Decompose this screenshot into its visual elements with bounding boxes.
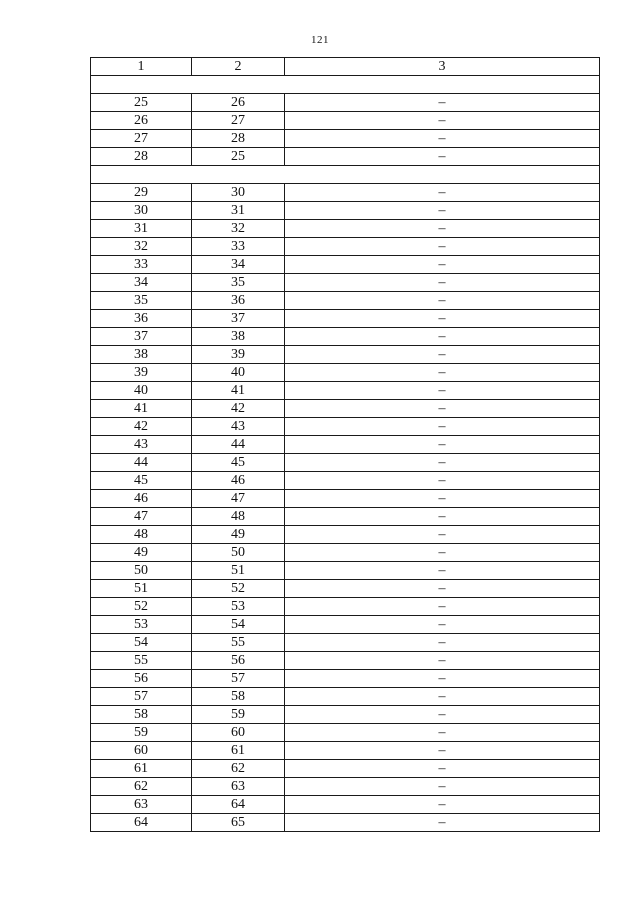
table-cell-col-1: 41 xyxy=(91,400,192,418)
table-cell-col-3: – xyxy=(285,436,600,454)
table-cell-col-1: 36 xyxy=(91,310,192,328)
column-header-1: 1 xyxy=(91,58,192,76)
table-cell-col-3: – xyxy=(285,148,600,166)
table-cell-col-3: – xyxy=(285,562,600,580)
table-row xyxy=(91,634,600,652)
table-cell-col-2: 58 xyxy=(192,688,285,706)
table-cell-col-3: – xyxy=(285,382,600,400)
table-cell-col-1: 55 xyxy=(91,652,192,670)
table-cell-col-2: 34 xyxy=(192,256,285,274)
table-row xyxy=(91,796,600,814)
table-cell-col-2: 56 xyxy=(192,652,285,670)
table-cell-col-1: 27 xyxy=(91,130,192,148)
table-row xyxy=(91,724,600,742)
table-cell-col-1: 26 xyxy=(91,112,192,130)
table-cell-col-2: 43 xyxy=(192,418,285,436)
table-cell-col-1: 52 xyxy=(91,598,192,616)
table-row xyxy=(91,184,600,202)
table-cell-col-2: 63 xyxy=(192,778,285,796)
table-row xyxy=(91,94,600,112)
table-cell-col-3: – xyxy=(285,490,600,508)
page-number: 121 xyxy=(311,34,329,46)
table-cell-col-2: 52 xyxy=(192,580,285,598)
table-cell-col-3: – xyxy=(285,112,600,130)
table-cell-col-2: 48 xyxy=(192,508,285,526)
table-header xyxy=(91,58,600,76)
table-cell-col-3: – xyxy=(285,616,600,634)
table-cell-col-2: 30 xyxy=(192,184,285,202)
table-cell-col-3: – xyxy=(285,544,600,562)
table-cell-col-3: – xyxy=(285,742,600,760)
table-cell-col-3: – xyxy=(285,400,600,418)
table-row xyxy=(91,742,600,760)
table-cell-col-1: 43 xyxy=(91,436,192,454)
data-table xyxy=(90,57,600,832)
table-row xyxy=(91,760,600,778)
table-cell-col-3: – xyxy=(285,508,600,526)
table-cell-col-2: 54 xyxy=(192,616,285,634)
table-cell-col-1: 42 xyxy=(91,418,192,436)
table-row xyxy=(91,148,600,166)
table-cell-col-1: 53 xyxy=(91,616,192,634)
table-cell-col-1: 34 xyxy=(91,274,192,292)
table-cell-col-3: – xyxy=(285,670,600,688)
column-header-2: 2 xyxy=(192,58,285,76)
table-row xyxy=(91,130,600,148)
table-cell-col-3: – xyxy=(285,238,600,256)
table-cell-col-2: 57 xyxy=(192,670,285,688)
table-cell-col-2: 37 xyxy=(192,310,285,328)
table-cell-col-3: – xyxy=(285,706,600,724)
table-cell-col-3: – xyxy=(285,724,600,742)
header-row xyxy=(91,58,600,76)
table-row xyxy=(91,256,600,274)
table-row xyxy=(91,688,600,706)
table-cell-col-1: 62 xyxy=(91,778,192,796)
table-cell-col-2: 50 xyxy=(192,544,285,562)
table-row xyxy=(91,508,600,526)
table-cell-col-3: – xyxy=(285,634,600,652)
table-cell-col-1: 61 xyxy=(91,760,192,778)
table-cell-col-1: 25 xyxy=(91,94,192,112)
table-cell-col-3: – xyxy=(285,292,600,310)
table-cell-col-1: 63 xyxy=(91,796,192,814)
table-cell-col-1: 32 xyxy=(91,238,192,256)
table-cell-col-1: 59 xyxy=(91,724,192,742)
table-cell-col-2: 27 xyxy=(192,112,285,130)
table-cell-col-3: – xyxy=(285,274,600,292)
table-cell-col-2: 53 xyxy=(192,598,285,616)
table-row xyxy=(91,490,600,508)
table-row xyxy=(91,274,600,292)
table-cell-col-3: – xyxy=(285,778,600,796)
table-cell-col-2: 46 xyxy=(192,472,285,490)
table-cell-col-2: 28 xyxy=(192,130,285,148)
table-cell-col-1: 40 xyxy=(91,382,192,400)
table-row xyxy=(91,292,600,310)
table-row xyxy=(91,436,600,454)
table-row xyxy=(91,202,600,220)
table-cell-col-2: 42 xyxy=(192,400,285,418)
table-cell-col-3: – xyxy=(285,526,600,544)
table-body xyxy=(91,76,600,832)
table-cell-col-2: 32 xyxy=(192,220,285,238)
table-cell-col-2: 60 xyxy=(192,724,285,742)
table-row xyxy=(91,544,600,562)
table-cell-col-2: 59 xyxy=(192,706,285,724)
table-cell-col-1: 28 xyxy=(91,148,192,166)
table-cell-col-2: 55 xyxy=(192,634,285,652)
table-row xyxy=(91,814,600,832)
table-cell-col-2: 49 xyxy=(192,526,285,544)
table-row xyxy=(91,778,600,796)
table-row xyxy=(91,346,600,364)
table-row xyxy=(91,706,600,724)
table-cell-col-3: – xyxy=(285,130,600,148)
table-row xyxy=(91,310,600,328)
table-cell-col-1: 60 xyxy=(91,742,192,760)
table-cell-col-1: 33 xyxy=(91,256,192,274)
table-cell-col-2: 40 xyxy=(192,364,285,382)
table-cell-col-3: – xyxy=(285,202,600,220)
group-separator-cell xyxy=(91,166,600,184)
table-cell-col-2: 38 xyxy=(192,328,285,346)
table-row xyxy=(91,400,600,418)
table-cell-col-2: 33 xyxy=(192,238,285,256)
table-cell-col-2: 25 xyxy=(192,148,285,166)
group-separator-cell xyxy=(91,76,600,94)
table-cell-col-3: – xyxy=(285,256,600,274)
table-cell-col-2: 26 xyxy=(192,94,285,112)
table-row xyxy=(91,382,600,400)
table-cell-col-3: – xyxy=(285,310,600,328)
table-cell-col-1: 58 xyxy=(91,706,192,724)
table-cell-col-1: 54 xyxy=(91,634,192,652)
table-row xyxy=(91,472,600,490)
table-cell-col-2: 35 xyxy=(192,274,285,292)
table-cell-col-3: – xyxy=(285,220,600,238)
table-cell-col-3: – xyxy=(285,652,600,670)
table-cell-col-2: 51 xyxy=(192,562,285,580)
table-row xyxy=(91,328,600,346)
table-cell-col-3: – xyxy=(285,688,600,706)
table-row xyxy=(91,652,600,670)
table-row xyxy=(91,364,600,382)
table-row xyxy=(91,670,600,688)
table-cell-col-3: – xyxy=(285,814,600,832)
table-cell-col-3: – xyxy=(285,94,600,112)
column-header-3: 3 xyxy=(285,58,600,76)
table-cell-col-2: 47 xyxy=(192,490,285,508)
table-cell-col-3: – xyxy=(285,760,600,778)
table-cell-col-3: – xyxy=(285,472,600,490)
table-cell-col-3: – xyxy=(285,796,600,814)
table-cell-col-2: 64 xyxy=(192,796,285,814)
table-cell-col-1: 35 xyxy=(91,292,192,310)
table-cell-col-2: 44 xyxy=(192,436,285,454)
table-cell-col-1: 30 xyxy=(91,202,192,220)
table-cell-col-1: 57 xyxy=(91,688,192,706)
table-cell-col-3: – xyxy=(285,418,600,436)
table-cell-col-1: 64 xyxy=(91,814,192,832)
table-row xyxy=(91,598,600,616)
table-row xyxy=(91,562,600,580)
table-cell-col-1: 56 xyxy=(91,670,192,688)
group-separator-row xyxy=(91,166,600,184)
table-row xyxy=(91,418,600,436)
table-cell-col-2: 61 xyxy=(192,742,285,760)
table-cell-col-2: 39 xyxy=(192,346,285,364)
table-cell-col-3: – xyxy=(285,598,600,616)
table-cell-col-1: 31 xyxy=(91,220,192,238)
table-cell-col-1: 45 xyxy=(91,472,192,490)
table-cell-col-2: 36 xyxy=(192,292,285,310)
table-cell-col-3: – xyxy=(285,580,600,598)
table-cell-col-1: 29 xyxy=(91,184,192,202)
group-separator-row xyxy=(91,76,600,94)
table-row xyxy=(91,580,600,598)
table-cell-col-1: 38 xyxy=(91,346,192,364)
table-cell-col-1: 46 xyxy=(91,490,192,508)
table-cell-col-3: – xyxy=(285,328,600,346)
table-cell-col-1: 37 xyxy=(91,328,192,346)
table-cell-col-1: 44 xyxy=(91,454,192,472)
table-cell-col-1: 39 xyxy=(91,364,192,382)
table-cell-col-1: 50 xyxy=(91,562,192,580)
table-row xyxy=(91,526,600,544)
table-row xyxy=(91,220,600,238)
table-cell-col-1: 47 xyxy=(91,508,192,526)
table-row xyxy=(91,112,600,130)
table-cell-col-3: – xyxy=(285,454,600,472)
table-cell-col-2: 45 xyxy=(192,454,285,472)
table-cell-col-1: 49 xyxy=(91,544,192,562)
table-cell-col-1: 51 xyxy=(91,580,192,598)
table-cell-col-1: 48 xyxy=(91,526,192,544)
table-cell-col-2: 62 xyxy=(192,760,285,778)
table-cell-col-2: 41 xyxy=(192,382,285,400)
table-row xyxy=(91,454,600,472)
table-cell-col-3: – xyxy=(285,184,600,202)
table-row xyxy=(91,238,600,256)
table-cell-col-3: – xyxy=(285,346,600,364)
table-row xyxy=(91,616,600,634)
table-cell-col-2: 31 xyxy=(192,202,285,220)
table-cell-col-2: 65 xyxy=(192,814,285,832)
table-cell-col-3: – xyxy=(285,364,600,382)
